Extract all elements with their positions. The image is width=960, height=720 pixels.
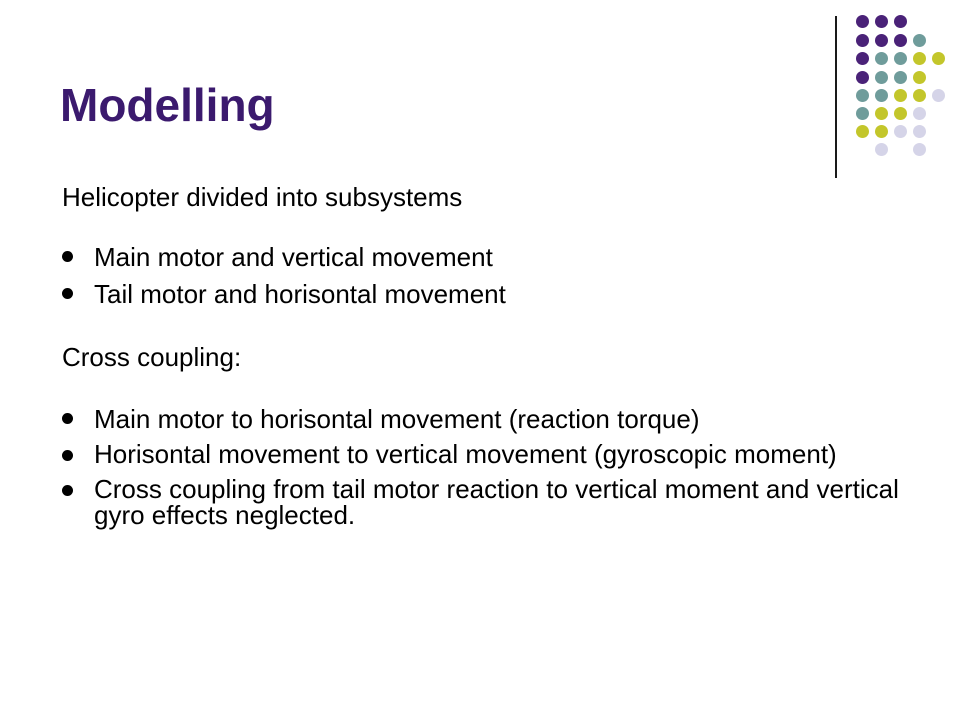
list-item-text: Cross coupling from tail motor reaction to vertical moment and vertical gyro effects neglected. <box>94 474 899 530</box>
decor-dot <box>875 125 888 138</box>
decor-dot <box>875 89 888 102</box>
list-item <box>62 279 902 309</box>
list-item <box>62 441 902 467</box>
decor-dot <box>894 89 907 102</box>
decor-dot <box>913 107 926 120</box>
decor-dot <box>894 52 907 65</box>
list-item <box>62 404 902 434</box>
decor-dot <box>894 125 907 138</box>
bullet-icon <box>62 413 73 424</box>
decor-dot <box>856 34 869 47</box>
bullet-icon <box>62 288 73 299</box>
list-item-text: Horisontal movement to vertical movement (gyroscopic moment) <box>94 439 837 469</box>
vertical-divider <box>835 16 837 178</box>
decor-dot <box>856 89 869 102</box>
coupling-heading: Cross coupling: <box>62 342 242 372</box>
decor-dot <box>894 15 907 28</box>
bullet-icon <box>62 251 73 262</box>
decor-dot <box>913 34 926 47</box>
decor-dot <box>913 143 926 156</box>
decor-dot <box>875 71 888 84</box>
decor-dot <box>894 71 907 84</box>
decor-dot <box>932 89 945 102</box>
decor-dot <box>856 107 869 120</box>
list-item <box>62 476 902 528</box>
decor-dot <box>875 107 888 120</box>
decor-dot <box>894 34 907 47</box>
coupling-list <box>62 404 902 528</box>
bullet-icon <box>62 485 73 496</box>
decor-dot <box>875 52 888 65</box>
decor-dot <box>913 89 926 102</box>
decor-dot <box>875 143 888 156</box>
decor-dot <box>856 71 869 84</box>
list-item-text: Main motor and vertical movement <box>94 242 493 272</box>
slide-body <box>62 182 902 528</box>
decor-dot <box>932 52 945 65</box>
decor-dot <box>913 52 926 65</box>
decor-dot <box>875 15 888 28</box>
list-item-text: Tail motor and horisontal movement <box>94 279 506 309</box>
decor-dot <box>913 125 926 138</box>
subsystem-list <box>62 242 902 309</box>
decor-dot <box>856 15 869 28</box>
slide-title: Modelling <box>60 79 275 131</box>
decor-dot <box>875 34 888 47</box>
intro-text: Helicopter divided into subsystems <box>62 182 463 212</box>
decor-dot <box>856 125 869 138</box>
list-item <box>62 242 902 272</box>
list-item-text: Main motor to horisontal movement (reaction torque) <box>94 404 700 434</box>
decor-dot <box>913 71 926 84</box>
bullet-icon <box>62 450 73 461</box>
decor-dot <box>856 52 869 65</box>
decor-dot <box>894 107 907 120</box>
